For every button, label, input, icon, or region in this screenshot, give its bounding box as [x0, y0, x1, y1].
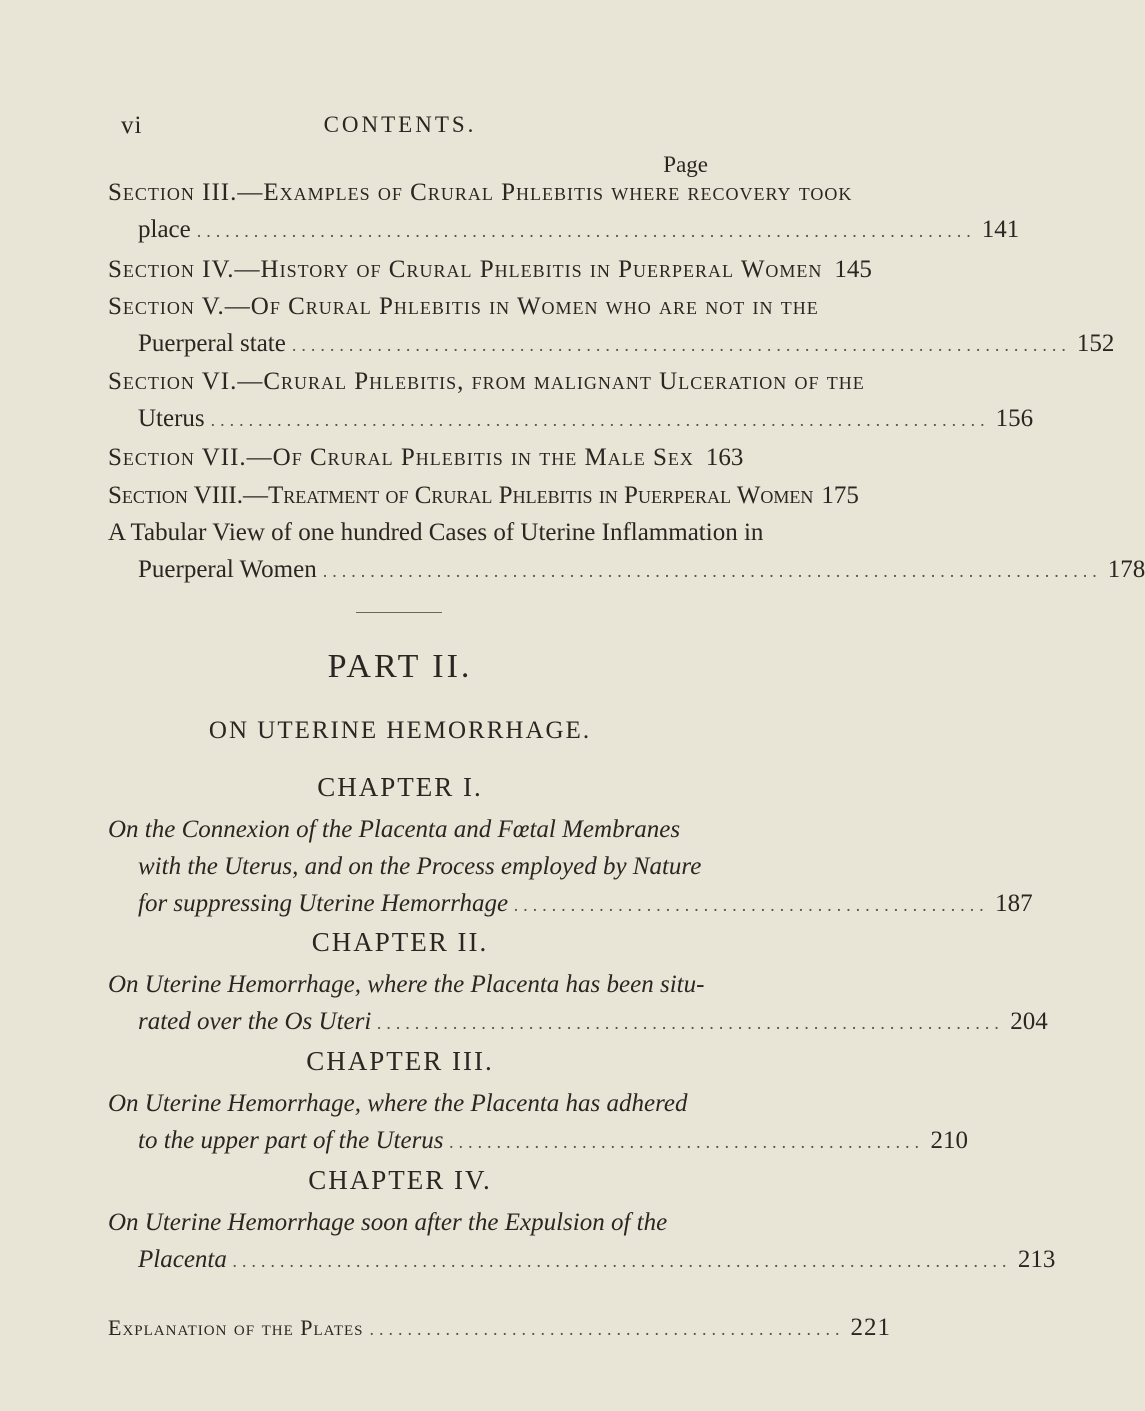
chapter-title: CHAPTER III. [306, 1046, 494, 1076]
toc-entry-line: Section III.—Examples of Crural Phlebitis where recovery took [108, 179, 853, 206]
toc-page-number: 204 [1010, 1008, 1048, 1035]
toc-entry-line: Section V.—Of Crural Phlebitis in Women who are not in the [108, 293, 819, 320]
chapter-description-line: On Uterine Hemorrhage, where the Placenta has been situ- [108, 971, 705, 998]
chapter-description-line: Placenta .................................................................................. 213 [138, 1242, 708, 1278]
chapter-description-line: with the Uterus, and on the Process employed by Nature [138, 853, 702, 880]
toc-entry-line: Section VI.—Crural Phlebitis, from malignant Ulceration of the [108, 368, 865, 395]
toc-entry-line: Section VII.—Of Crural Phlebitis in the Male Sex 163 [108, 440, 708, 476]
page-column-label: Page [663, 152, 708, 177]
toc-entry-line: Uterus .................................................................................. 156 [138, 401, 708, 437]
chapter-description-line: to the upper part of the Uterus .................................................. 210 [138, 1123, 708, 1159]
toc-page-number: 145 [834, 256, 872, 283]
running-head [0, 112, 800, 142]
chapter-description-line: On the Connexion of the Placenta and Fœtal Membranes [108, 816, 681, 843]
part-title: PART II. [327, 648, 473, 685]
toc-entry-line: Puerperal state .................................................................................. 152 [138, 326, 708, 362]
toc-entry-line: place .................................................................................. 141 [138, 212, 708, 248]
chapter-title: CHAPTER I. [317, 772, 483, 802]
chapter-description-line: On Uterine Hemorrhage, where the Placenta has adhered [108, 1090, 688, 1117]
running-title: CONTENTS. [323, 112, 477, 137]
chapter-description-line: rated over the Os Uteri .................................................................. 204 [138, 1004, 708, 1040]
toc-entry-line: A Tabular View of one hundred Cases of Uterine Inflammation in [108, 519, 764, 546]
toc-page-number: 152 [1076, 330, 1115, 357]
toc-page-number: 221 [850, 1314, 892, 1341]
toc-entry-line: Section VIII.—Treatment of Crural Phlebitis in Puerperal Women 175 [108, 478, 708, 514]
chapter-title: CHAPTER IV. [308, 1165, 492, 1195]
section-rule [356, 612, 442, 613]
explanation-of-plates-entry: Explanation of the Plates .................................................. 221 [108, 1310, 708, 1346]
toc-page-number: 163 [705, 444, 744, 471]
page-folio: vi [121, 112, 143, 139]
toc-entry-line: Section IV.—History of Crural Phlebitis in Puerperal Women 145 [108, 252, 708, 288]
toc-page-number: 178 [1107, 556, 1145, 583]
chapter-description-line: On Uterine Hemorrhage soon after the Expulsion of the [108, 1209, 668, 1236]
toc-page-number: 141 [981, 216, 1020, 243]
toc-page-number: 156 [995, 405, 1034, 432]
chapter-title: CHAPTER II. [311, 927, 489, 957]
toc-page-number: 210 [930, 1127, 969, 1154]
chapter-description-line: for suppressing Uterine Hemorrhage .................................................. 187 [138, 886, 708, 922]
part-subtitle: ON UTERINE HEMORRHAGE. [208, 717, 592, 744]
toc-page-number: 187 [995, 890, 1033, 917]
toc-page-number: 175 [821, 482, 859, 509]
toc-entry-line: Puerperal Women .................................................................................. 178 [138, 552, 708, 588]
toc-page-number: 213 [1017, 1246, 1056, 1273]
